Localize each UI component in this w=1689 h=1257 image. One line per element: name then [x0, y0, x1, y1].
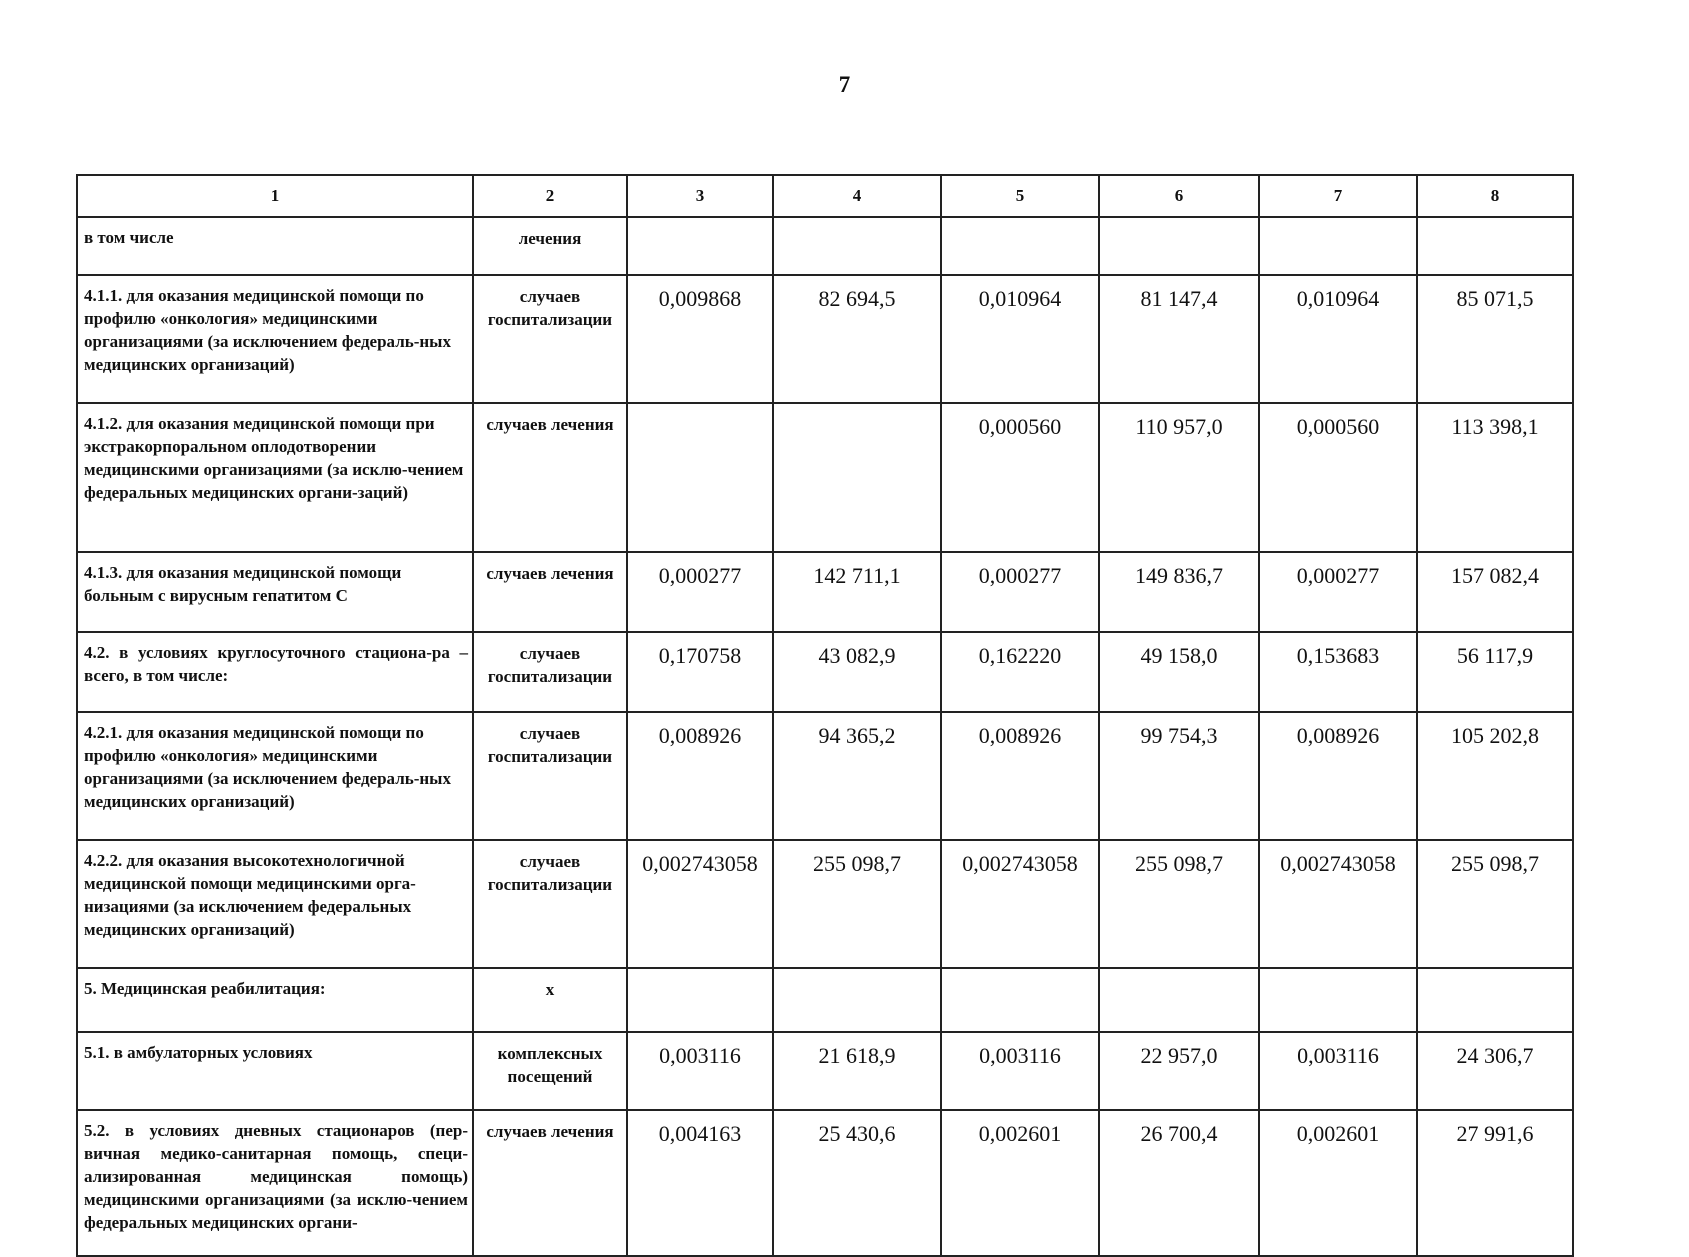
- row-unit: случаев госпитализации: [473, 840, 627, 968]
- row-description: 4.1.3. для оказания медицинской помощи больным с вирусным гепатитом С: [77, 552, 473, 632]
- value-cell: 94 365,2: [773, 712, 941, 840]
- row-description: 4.1.2. для оказания медицинской помощи при экстракорпоральном оплодотворении медицинскими организациями (за исклю-чением федеральных медицинских органи-заций): [77, 403, 473, 552]
- row-unit: случаев госпитализации: [473, 275, 627, 403]
- column-number-8: 8: [1417, 175, 1573, 217]
- value-cell: 105 202,8: [1417, 712, 1573, 840]
- value-cell: 22 957,0: [1099, 1032, 1259, 1110]
- value-cell: 21 618,9: [773, 1032, 941, 1110]
- table-row: [77, 968, 1573, 1032]
- value-cell: 0,004163: [627, 1110, 773, 1256]
- value-cell: 0,003116: [941, 1032, 1099, 1110]
- value-cell: 149 836,7: [1099, 552, 1259, 632]
- value-cell: 255 098,7: [773, 840, 941, 968]
- row-unit: случаев госпитализации: [473, 632, 627, 712]
- value-cell: 81 147,4: [1099, 275, 1259, 403]
- row-unit: случаев лечения: [473, 1110, 627, 1256]
- value-cell: 49 158,0: [1099, 632, 1259, 712]
- value-cell: 0,002743058: [627, 840, 773, 968]
- value-cell: 43 082,9: [773, 632, 941, 712]
- column-number-1: 1: [77, 175, 473, 217]
- value-cell: 56 117,9: [1417, 632, 1573, 712]
- value-cell: 0,003116: [627, 1032, 773, 1110]
- table-row: [77, 275, 1573, 403]
- row-unit: случаев госпитализации: [473, 712, 627, 840]
- value-cell: 0,153683: [1259, 632, 1417, 712]
- value-cell: 0,008926: [627, 712, 773, 840]
- column-number-2: 2: [473, 175, 627, 217]
- value-cell: 0,008926: [941, 712, 1099, 840]
- value-cell: 26 700,4: [1099, 1110, 1259, 1256]
- value-cell: 110 957,0: [1099, 403, 1259, 552]
- value-cell: 0,000277: [1259, 552, 1417, 632]
- row-description: 5. Медицинская реабилитация:: [77, 968, 473, 1032]
- page-number: 7: [838, 72, 851, 97]
- value-cell: [627, 968, 773, 1032]
- row-description: 5.2. в условиях дневных стационаров (пер-вичная медико-санитарная помощь, специ-ализированная медицинская помощь) медицинскими организациями (за исклю-чением федеральных медицинских органи-: [77, 1110, 473, 1256]
- row-unit: комплексных посещений: [473, 1032, 627, 1110]
- value-cell: 0,162220: [941, 632, 1099, 712]
- row-unit: случаев лечения: [473, 552, 627, 632]
- table-row: [77, 1032, 1573, 1110]
- value-cell: [1099, 217, 1259, 275]
- value-cell: 0,000277: [941, 552, 1099, 632]
- column-number-7: 7: [1259, 175, 1417, 217]
- row-description: 4.2.1. для оказания медицинской помощи по профилю «онкология» медицинскими организациями (за исключением федераль-ных медицинских организаций): [77, 712, 473, 840]
- value-cell: 0,000560: [1259, 403, 1417, 552]
- row-description: 4.2. в условиях круглосуточного стациона-ра – всего, в том числе:: [77, 632, 473, 712]
- value-cell: [627, 217, 773, 275]
- value-cell: [773, 968, 941, 1032]
- value-cell: 0,002743058: [941, 840, 1099, 968]
- value-cell: 0,008926: [1259, 712, 1417, 840]
- value-cell: 0,002601: [1259, 1110, 1417, 1256]
- table-row: [77, 403, 1573, 552]
- table-row: [77, 712, 1573, 840]
- norms-table: [76, 174, 1574, 1257]
- value-cell: 82 694,5: [773, 275, 941, 403]
- value-cell: 255 098,7: [1099, 840, 1259, 968]
- value-cell: 0,010964: [941, 275, 1099, 403]
- table-row: [77, 1110, 1573, 1256]
- value-cell: [1099, 968, 1259, 1032]
- value-cell: 255 098,7: [1417, 840, 1573, 968]
- table-row: [77, 217, 1573, 275]
- value-cell: [773, 217, 941, 275]
- value-cell: 0,002743058: [1259, 840, 1417, 968]
- value-cell: [627, 403, 773, 552]
- table-row: [77, 632, 1573, 712]
- value-cell: 0,009868: [627, 275, 773, 403]
- value-cell: [1259, 968, 1417, 1032]
- value-cell: 113 398,1: [1417, 403, 1573, 552]
- value-cell: 0,010964: [1259, 275, 1417, 403]
- row-unit: х: [473, 968, 627, 1032]
- row-description: 5.1. в амбулаторных условиях: [77, 1032, 473, 1110]
- value-cell: 27 991,6: [1417, 1110, 1573, 1256]
- value-cell: 25 430,6: [773, 1110, 941, 1256]
- column-number-4: 4: [773, 175, 941, 217]
- table-row: [77, 840, 1573, 968]
- value-cell: 157 082,4: [1417, 552, 1573, 632]
- row-description: 4.1.1. для оказания медицинской помощи по профилю «онкология» медицинскими организациями (за исключением федераль-ных медицинских организаций): [77, 275, 473, 403]
- value-cell: [1417, 217, 1573, 275]
- value-cell: [773, 403, 941, 552]
- table-row: [77, 552, 1573, 632]
- value-cell: 0,000560: [941, 403, 1099, 552]
- value-cell: 142 711,1: [773, 552, 941, 632]
- row-description: в том числе: [77, 217, 473, 275]
- column-number-6: 6: [1099, 175, 1259, 217]
- row-unit: лечения: [473, 217, 627, 275]
- value-cell: [1259, 217, 1417, 275]
- value-cell: 0,002601: [941, 1110, 1099, 1256]
- value-cell: 0,170758: [627, 632, 773, 712]
- value-cell: 24 306,7: [1417, 1032, 1573, 1110]
- row-description: 4.2.2. для оказания высокотехнологичной медицинской помощи медицинскими орга-низациями (за исключением федеральных медицинских организаций): [77, 840, 473, 968]
- value-cell: 99 754,3: [1099, 712, 1259, 840]
- value-cell: [941, 968, 1099, 1032]
- value-cell: [941, 217, 1099, 275]
- row-unit: случаев лечения: [473, 403, 627, 552]
- table-header-row: [77, 175, 1573, 217]
- value-cell: 85 071,5: [1417, 275, 1573, 403]
- value-cell: 0,000277: [627, 552, 773, 632]
- column-number-3: 3: [627, 175, 773, 217]
- value-cell: 0,003116: [1259, 1032, 1417, 1110]
- column-number-5: 5: [941, 175, 1099, 217]
- value-cell: [1417, 968, 1573, 1032]
